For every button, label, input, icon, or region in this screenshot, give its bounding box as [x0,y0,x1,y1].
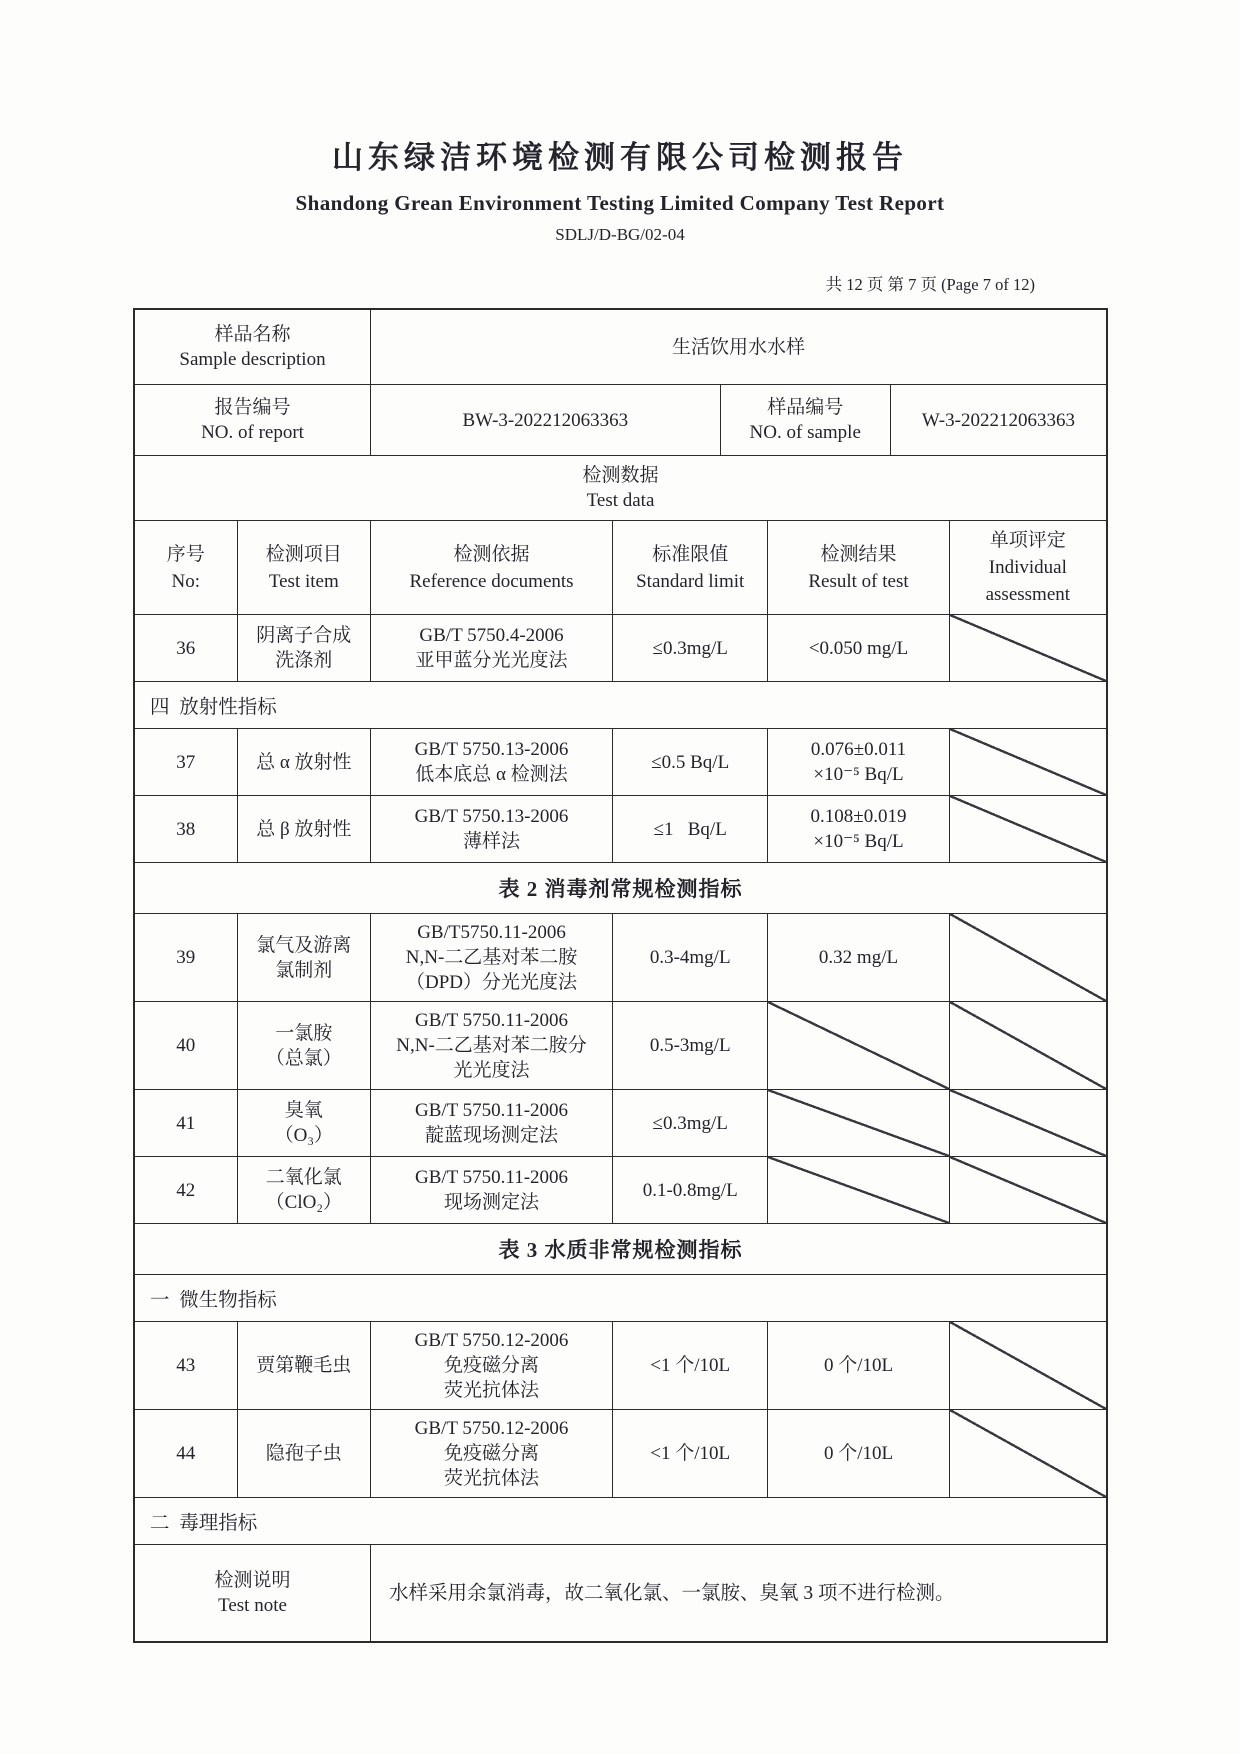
sample-no-value-line: W-3-202212063363 [921,409,1075,431]
reference-cell-line: GB/T 5750.11-2006 [415,1167,569,1188]
assessment-cell [949,729,1106,795]
limit-cell-line: 0.5-3mg/L [649,1035,731,1056]
sample-description-label-line: Sample description [179,349,326,370]
row-no-cell [135,729,237,795]
row-no-cell [135,1322,237,1409]
limit-cell [612,615,767,681]
result-cell [767,615,948,681]
reference-cell-line: GB/T5750.11-2006 [417,922,566,943]
reference-cell-line: 免疫磁分离 [444,1355,540,1376]
row-no-cell-line: 40 [176,1035,196,1056]
col-test-item-header-line: 检测项目 [265,543,342,565]
reference-cell [370,1410,612,1497]
sample-description-label [135,310,370,384]
test-item-cell-line: 总 α 放射性 [256,751,352,773]
test-item-cell [237,796,370,862]
col-test-item-header [237,521,370,614]
limit-cell [612,1002,767,1089]
test-item-cell [237,729,370,795]
result-cell-line: 0.32 mg/L [818,947,899,968]
col-test-item-header-line: Test item [268,570,339,592]
subtable-title-row [135,1223,1106,1274]
assessment-cell [949,1410,1106,1497]
limit-cell-line: <1 个/10L [650,1443,731,1464]
test-item-cell [237,615,370,681]
section-label: 二 毒理指标 [150,1513,258,1534]
row-no-cell [135,615,237,681]
col-result-header [767,521,948,614]
row-no-cell-line: 36 [176,637,196,659]
reference-cell [370,615,612,681]
col-assessment-header-line: 单项评定 [989,530,1066,551]
table-header-row [135,520,1106,614]
report-no-value [370,385,720,455]
limit-cell-line: 0.1-0.8mg/L [642,1179,738,1201]
section-label: 一 微生物指标 [150,1290,277,1311]
test-data-label-line: Test data [586,490,655,511]
row-no-cell [135,796,237,862]
subtable-title-row [135,862,1106,913]
limit-cell-line: ≤0.3mg/L [652,1112,728,1134]
result-cell [767,729,948,795]
sample-no-label [720,385,890,455]
test-item-cell-line: 二氧化氯 [265,1167,342,1188]
test-data-banner-row [135,455,1106,520]
result-cell-line: 0 个/10L [823,1443,894,1464]
row-no-cell-line: 41 [176,1112,196,1134]
report-title: 山东绿洁环境检测有限公司检测报告 [332,140,908,175]
test-item-cell-line: 臭氧 [284,1100,323,1121]
result-cell-line: ×10⁻⁵ Bq/L [813,764,904,785]
limit-cell-line: ≤0.3mg/L [652,637,728,659]
reference-cell-line: 免疫磁分离 [444,1443,540,1464]
test-item-cell-line: （O₃） [274,1125,333,1146]
sample-description-value [370,310,1106,384]
table-row [135,1321,1106,1409]
limit-cell-line: ≤1 Bq/L [653,818,727,840]
reference-cell-line: （DPD）分光光度法 [406,972,578,993]
result-cell-line: ×10⁻⁵ Bq/L [813,831,904,852]
table-row [135,1409,1106,1497]
reference-cell-line: 低本底总 α 检测法 [415,764,568,785]
reference-cell [370,729,612,795]
result-cell-line: <0.050 mg/L [808,637,909,659]
subtable-title: 表 2 消毒剂常规检测指标 [498,877,743,901]
table-row [135,1001,1106,1089]
sample-no-label-line: 样品编号 [767,397,844,418]
table-row [135,728,1106,795]
test-note-label [135,1545,370,1641]
sample-description-value-line: 生活饮用水水样 [672,336,806,358]
report-no-label [135,385,370,455]
result-cell [767,1002,948,1089]
result-cell [767,796,948,862]
limit-cell-line: <1 个/10L [650,1355,731,1376]
limit-cell-line: 0.3-4mg/L [649,947,731,968]
test-item-cell-line: 一氯胺 [275,1022,333,1044]
test-item-cell-line: 贾第鞭毛虫 [256,1355,352,1376]
limit-cell [612,796,767,862]
subtable-title: 表 3 水质非常规检测指标 [498,1238,743,1262]
result-cell-line: 0.108±0.019 [810,806,907,827]
reference-cell-line: GB/T 5750.12-2006 [414,1330,569,1351]
sample-no-label-line: NO. of sample [749,422,861,443]
reference-cell [370,796,612,862]
row-no-cell-line: 38 [176,818,196,840]
row-no-cell-line: 37 [176,751,196,773]
reference-cell-line: GB/T 5750.4-2006 [419,625,564,646]
test-note-row [135,1544,1106,1641]
test-note-text [370,1545,1106,1641]
reference-cell-line: GB/T 5750.13-2006 [414,806,569,827]
test-item-cell-line: （总氯） [265,1047,342,1069]
limit-cell [612,1410,767,1497]
report-no-label-line: 报告编号 [214,397,291,418]
col-reference-header [370,521,612,614]
col-standard-limit-header [612,521,767,614]
test-item-cell-line: 阴离子合成 [256,625,352,646]
reference-cell-line: GB/T 5750.13-2006 [414,739,569,760]
test-note-text-line: 水样采用余氯消毒，故二氧化氯、一氯胺、臭氧 3 项不进行检测。 [389,1582,955,1604]
reference-cell [370,1002,612,1089]
row-no-cell-line: 39 [176,947,196,968]
reference-cell [370,1322,612,1409]
assessment-cell [949,796,1106,862]
row-no-cell [135,1002,237,1089]
table-row [135,1156,1106,1223]
col-standard-limit-header-line: 标准限值 [652,543,729,565]
col-assessment-header [949,521,1106,614]
limit-cell [612,729,767,795]
test-item-cell-line: 氯制剂 [275,959,333,981]
test-data-label-line: 检测数据 [582,465,659,486]
test-note-label-line: Test note [218,1595,287,1616]
reference-cell-line: N,N-二乙基对苯二胺 [405,947,578,968]
test-item-cell-line: 总 β 放射性 [256,818,352,840]
reference-cell-line: 荧光抗体法 [444,1468,540,1489]
report-no-value-line: BW-3-202212063363 [462,409,629,431]
col-result-header-line: 检测结果 [820,543,897,565]
sample-no-value [890,385,1106,455]
col-no-header-line: No: [171,570,201,592]
reference-cell-line: 荧光抗体法 [444,1380,540,1401]
result-cell [767,914,948,1001]
reference-cell [370,914,612,1001]
limit-cell [612,1157,767,1223]
test-item-cell [237,1157,370,1223]
report-subtitle-en: Shandong Grean Environment Testing Limited Company Test Report [295,191,945,215]
table-row [135,614,1106,681]
doc-code: SDLJ/D-BG/02-04 [555,225,685,244]
test-data-label [135,456,1106,520]
test-item-cell [237,1410,370,1497]
col-no-header [135,521,237,614]
test-item-cell-line: （ClO₂） [265,1192,342,1213]
test-item-cell [237,914,370,1001]
reference-cell-line: GB/T 5750.11-2006 [415,1010,569,1031]
assessment-cell [949,1322,1106,1409]
col-result-header-line: Result of test [808,570,909,592]
section-row [135,1497,1106,1544]
limit-cell-line: ≤0.5 Bq/L [651,751,730,773]
report-number-row [135,384,1106,455]
col-assessment-header-line: assessment [985,584,1071,605]
result-cell [767,1090,948,1156]
col-no-header-line: 序号 [166,543,205,565]
assessment-cell [949,1002,1106,1089]
reference-cell [370,1157,612,1223]
col-standard-limit-header-line: Standard limit [636,570,745,592]
test-item-cell [237,1322,370,1409]
row-no-cell [135,914,237,1001]
section-row [135,1274,1106,1321]
row-no-cell [135,1157,237,1223]
reference-cell-line: N,N-二乙基对苯二胺分 [396,1035,587,1056]
limit-cell [612,1090,767,1156]
table-row [135,795,1106,862]
reference-cell-line: 亚甲蓝分光光度法 [415,650,568,671]
test-note-label-line: 检测说明 [214,1570,291,1591]
test-report-table [133,308,1108,1643]
result-cell [767,1322,948,1409]
reference-cell-line: 靛蓝现场测定法 [425,1125,559,1146]
assessment-cell [949,615,1106,681]
test-item-cell-line: 隐孢子虫 [265,1443,342,1464]
assessment-cell [949,1157,1106,1223]
report-no-label-line: NO. of report [201,422,304,443]
reference-cell [370,1090,612,1156]
row-no-cell-line: 43 [176,1355,196,1376]
result-cell [767,1157,948,1223]
test-item-cell [237,1090,370,1156]
test-item-cell-line: 洗涤剂 [275,650,333,671]
assessment-cell [949,1090,1106,1156]
test-item-cell [237,1002,370,1089]
limit-cell [612,914,767,1001]
table-row [135,1089,1106,1156]
col-reference-header-line: Reference documents [409,570,574,592]
result-cell-line: 0 个/10L [823,1355,894,1376]
section-row [135,681,1106,728]
test-item-cell-line: 氯气及游离 [256,934,352,956]
section-label: 四 放射性指标 [150,697,277,718]
row-no-cell [135,1410,237,1497]
reference-cell-line: GB/T 5750.11-2006 [415,1100,569,1121]
page-number-info: 共 12 页 第 7 页 (Page 7 of 12) [825,275,1035,294]
assessment-cell [949,914,1106,1001]
reference-cell-line: GB/T 5750.12-2006 [414,1418,569,1439]
sample-description-label-line: 样品名称 [214,324,291,345]
col-assessment-header-line: Individual [988,557,1067,578]
table-row [135,913,1106,1001]
reference-cell-line: 光光度法 [453,1060,530,1081]
sample-description-row [135,310,1106,384]
result-cell-line: 0.076±0.011 [810,739,907,760]
result-cell [767,1410,948,1497]
row-no-cell-line: 44 [176,1443,196,1464]
row-no-cell-line: 42 [176,1179,196,1201]
col-reference-header-line: 检测依据 [453,543,530,565]
reference-cell-line: 薄样法 [463,831,521,852]
row-no-cell [135,1090,237,1156]
limit-cell [612,1322,767,1409]
reference-cell-line: 现场测定法 [444,1192,540,1213]
